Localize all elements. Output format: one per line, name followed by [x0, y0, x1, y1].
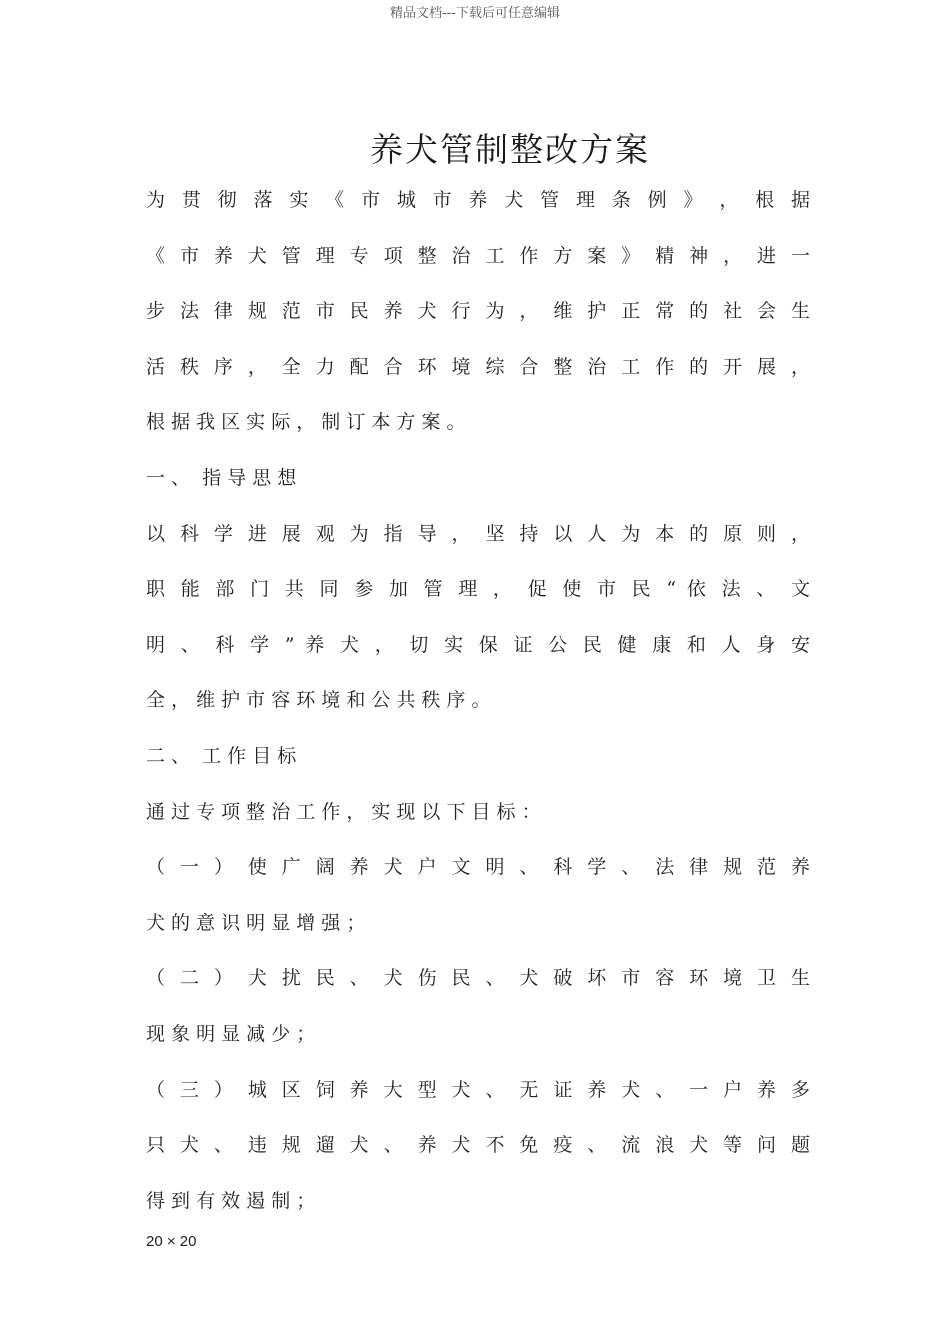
body-line: 只 犬 、 违 规 遛 犬 、 养 犬 不 免 疫 、 流 浪 犬 等 问 题 [146, 1134, 810, 1157]
goal-item-2: （ 二 ） 犬 扰 民 、 犬 伤 民 、 犬 破 坏 市 容 环 境 卫 生 [146, 967, 810, 990]
body-line: 全 ， 维 护 市 容 环 境 和 公 共 秩 序 。 [146, 689, 491, 712]
body-line: 职 能 部 门 共 同 参 加 管 理 ， 促 使 市 民 “ 依 法 、 文 [146, 578, 810, 601]
goal-item-3: （ 三 ） 城 区 饲 养 大 型 犬 、 无 证 养 犬 、 一 户 养 多 [146, 1078, 810, 1101]
section-heading-work-goals: 二 、 工 作 目 标 [146, 744, 297, 767]
body-line: 犬 的 意 识 明 显 增 强 ； [146, 911, 366, 934]
goal-item-1: （ 一 ） 使 广 阔 养 犬 户 文 明 、 科 学 、 法 律 规 范 养 [146, 856, 810, 879]
document-title: 养犬管制整改方案 [370, 130, 650, 169]
body-line: 根 据 我 区 实 际 ， 制 订 本 方 案 。 [146, 411, 466, 434]
body-line: 明 、 科 学 ” 养 犬 ， 切 实 保 证 公 民 健 康 和 人 身 安 [146, 633, 810, 656]
body-line: 活 秩 序 ， 全 力 配 合 环 境 综 合 整 治 工 作 的 开 展 ， [146, 355, 810, 378]
body-line: 步 法 律 规 范 市 民 养 犬 行 为 ， 维 护 正 常 的 社 会 生 [146, 300, 810, 323]
document-body [146, 180, 810, 1236]
header-note: 精品文档---下载后可任意编辑 [389, 6, 561, 21]
page-footer-note: 20 × 20 [146, 1233, 197, 1250]
body-line: 通 过 专 项 整 治 工 作 ， 实 现 以 下 目 标 ： [146, 800, 541, 823]
body-line: 现 象 明 显 减 少 ； [146, 1022, 316, 1045]
body-line: 得 到 有 效 遏 制 ； [146, 1189, 316, 1212]
body-line: 以 科 学 进 展 观 为 指 导 ， 坚 持 以 人 为 本 的 原 则 ， [146, 522, 810, 545]
body-line: 为 贯 彻 落 实 《 市 城 市 养 犬 管 理 条 例 》 ， 根 据 [146, 189, 810, 211]
section-heading-guiding-thought: 一 、 指 导 思 想 [146, 466, 297, 489]
body-line: 《 市 养 犬 管 理 专 项 整 治 工 作 方 案 》 精 神 ， 进 一 [146, 244, 810, 267]
